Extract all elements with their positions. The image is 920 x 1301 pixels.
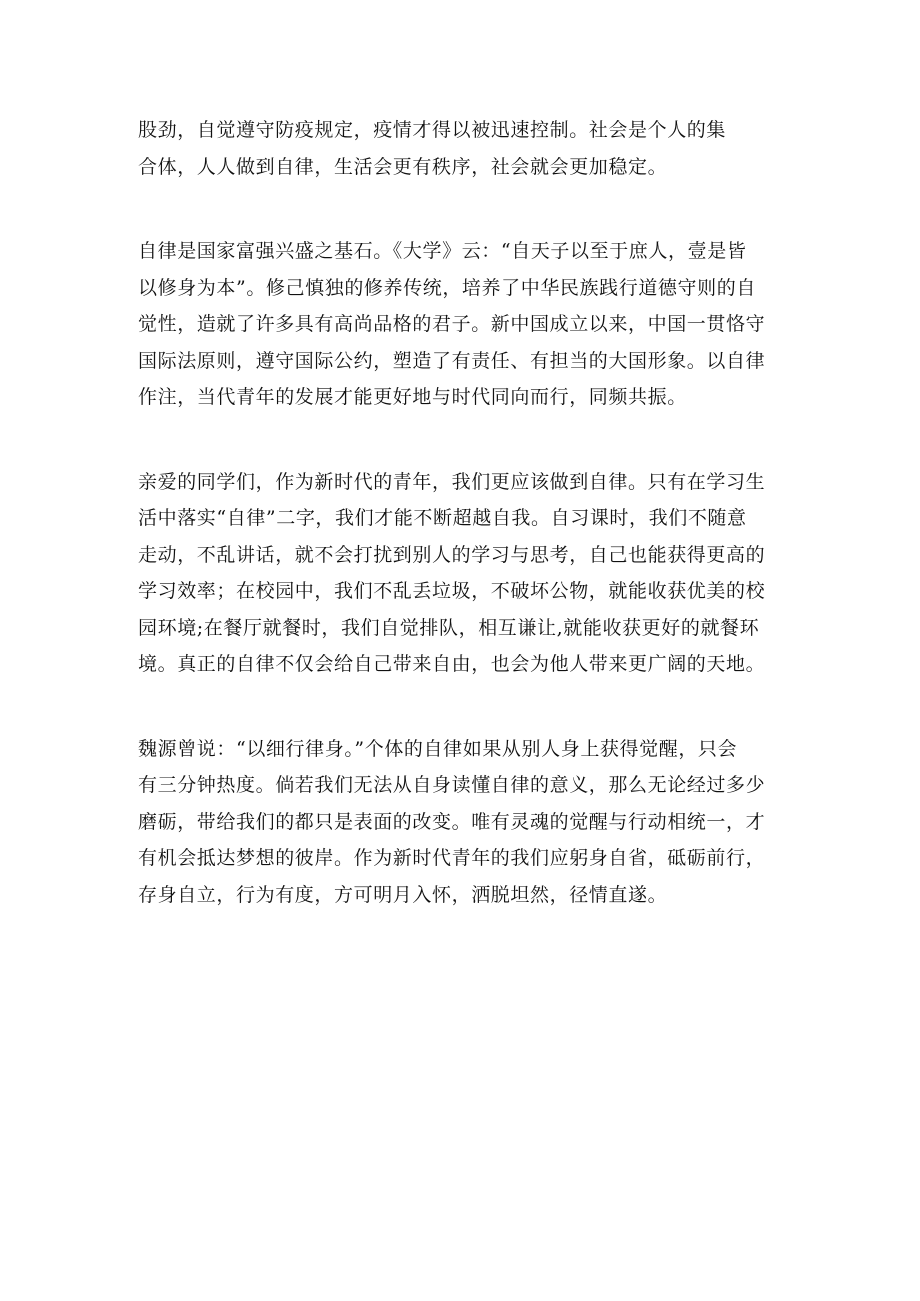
text-line: 股劲，自觉遵守防疫规定，疫情才得以被迅速控制。社会是个人的集 [138, 119, 727, 141]
text-line: 作注，当代青年的发展才能更好地与时代同向而行，同频共振。 [138, 386, 687, 408]
text-line: 存身自立，行为有度，方可明月入怀，洒脱坦然，径情直遂。 [138, 883, 668, 906]
text-line: 亲爱的同学们，作为新时代的青年，我们更应该做到自律。只有在学习生 [138, 470, 766, 493]
text-line: 境。真正的自律不仅会给自己带来自由，也会为他人带来更广阔的天地。 [138, 653, 766, 675]
text-line: 自律是国家富强兴盛之基石。《大学》云：“自天子以至于庶人，壹是皆 [138, 240, 747, 262]
text-line: 磨砺，带给我们的都只是表面的改变。唯有灵魂的觉醒与行动相统一，才 [138, 810, 766, 833]
text-line: 走动，不乱讲话，就不会打扰到别人的学习与思考，自己也能获得更高的 [138, 543, 766, 566]
text-line: 有机会抵达梦想的彼岸。作为新时代青年的我们应躬身自省，砥砺前行， [138, 847, 766, 869]
text-line: 国际法原则，遵守国际公约，塑造了有责任、有担当的大国形象。以自律 [138, 349, 766, 372]
text-line: 学习效率；在校园中，我们不乱丢垃圾，不破坏公物，就能收获优美的校 [138, 580, 766, 602]
document-body [138, 112, 788, 961]
paragraph-national-discipline [138, 233, 788, 416]
text-line: 魏源曾说：“以细行律身。”个体的自律如果从别人身上获得觉醒，只会 [138, 737, 738, 760]
paragraph-social-discipline [138, 112, 788, 185]
text-line: 以修身为本”。修己慎独的修养传统，培养了中华民族践行道德守则的自 [138, 276, 756, 299]
paragraph-students-discipline [138, 464, 788, 683]
text-line: 园环境;在餐厅就餐时，我们自觉排队，相互谦让,就能收获更好的就餐环 [138, 616, 760, 639]
text-line: 觉性，造就了许多具有高尚品格的君子。新中国成立以来，中国一贯恪守 [138, 313, 766, 335]
text-line: 活中落实“自律”二字，我们才能不断超越自我。自习课时，我们不随意 [138, 507, 747, 529]
paragraph-self-awakening [138, 731, 788, 914]
text-line: 合体，人人做到自律，生活会更有秩序，社会就会更加稳定。 [138, 155, 668, 178]
text-line: 有三分钟热度。倘若我们无法从自身读懂自律的意义，那么无论经过多少 [138, 774, 766, 796]
